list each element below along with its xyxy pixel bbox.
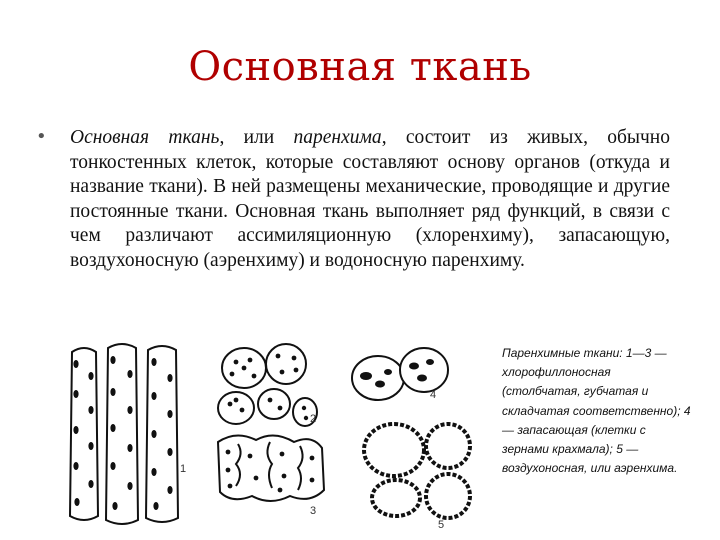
term-basic-tissue: Основная ткань <box>70 127 220 148</box>
label-3: 3 <box>310 505 317 517</box>
body-text-part2: , состоит из живых, обычно тонкостенных клеток, которые составляют основу органов (откуда и название ткани). В ней размещены механические, проводящие и другие постоянные ткани. Основная ткань выполняет ряд функций, в связи с чем различают ассимиляционную (хлоренхиму), запасающую, воздухоносную (аэренхиму) и водоносную паренхиму. <box>70 127 670 271</box>
panel-aerenchyma <box>364 424 470 518</box>
label-5: 5 <box>438 519 445 530</box>
slide-title: Основная ткань <box>188 44 532 90</box>
panel-plicate-cells <box>218 435 324 501</box>
label-4: 4 <box>430 389 437 401</box>
label-1: 1 <box>180 463 187 475</box>
figure-caption: Паренхимные ткани: 1—3 — хлорофиллоносная (столбчатая, губчатая и складчатая соответственно); 4— запасающая (клетки с зернами крахмала); 5 — воздухоносная, или аэренхима. <box>502 346 691 476</box>
parenchyma-illustration <box>60 338 500 530</box>
body-paragraph <box>70 126 670 342</box>
body-text-part1: , или <box>219 127 294 148</box>
panel-columnar-chloroplasts <box>73 356 172 510</box>
bullet-marker: • <box>36 126 47 147</box>
panel-columnar-cells <box>70 344 178 524</box>
term-parenchyma: паренхима <box>293 127 382 148</box>
label-2: 2 <box>310 413 317 425</box>
panel-spongy-cells <box>218 344 317 426</box>
